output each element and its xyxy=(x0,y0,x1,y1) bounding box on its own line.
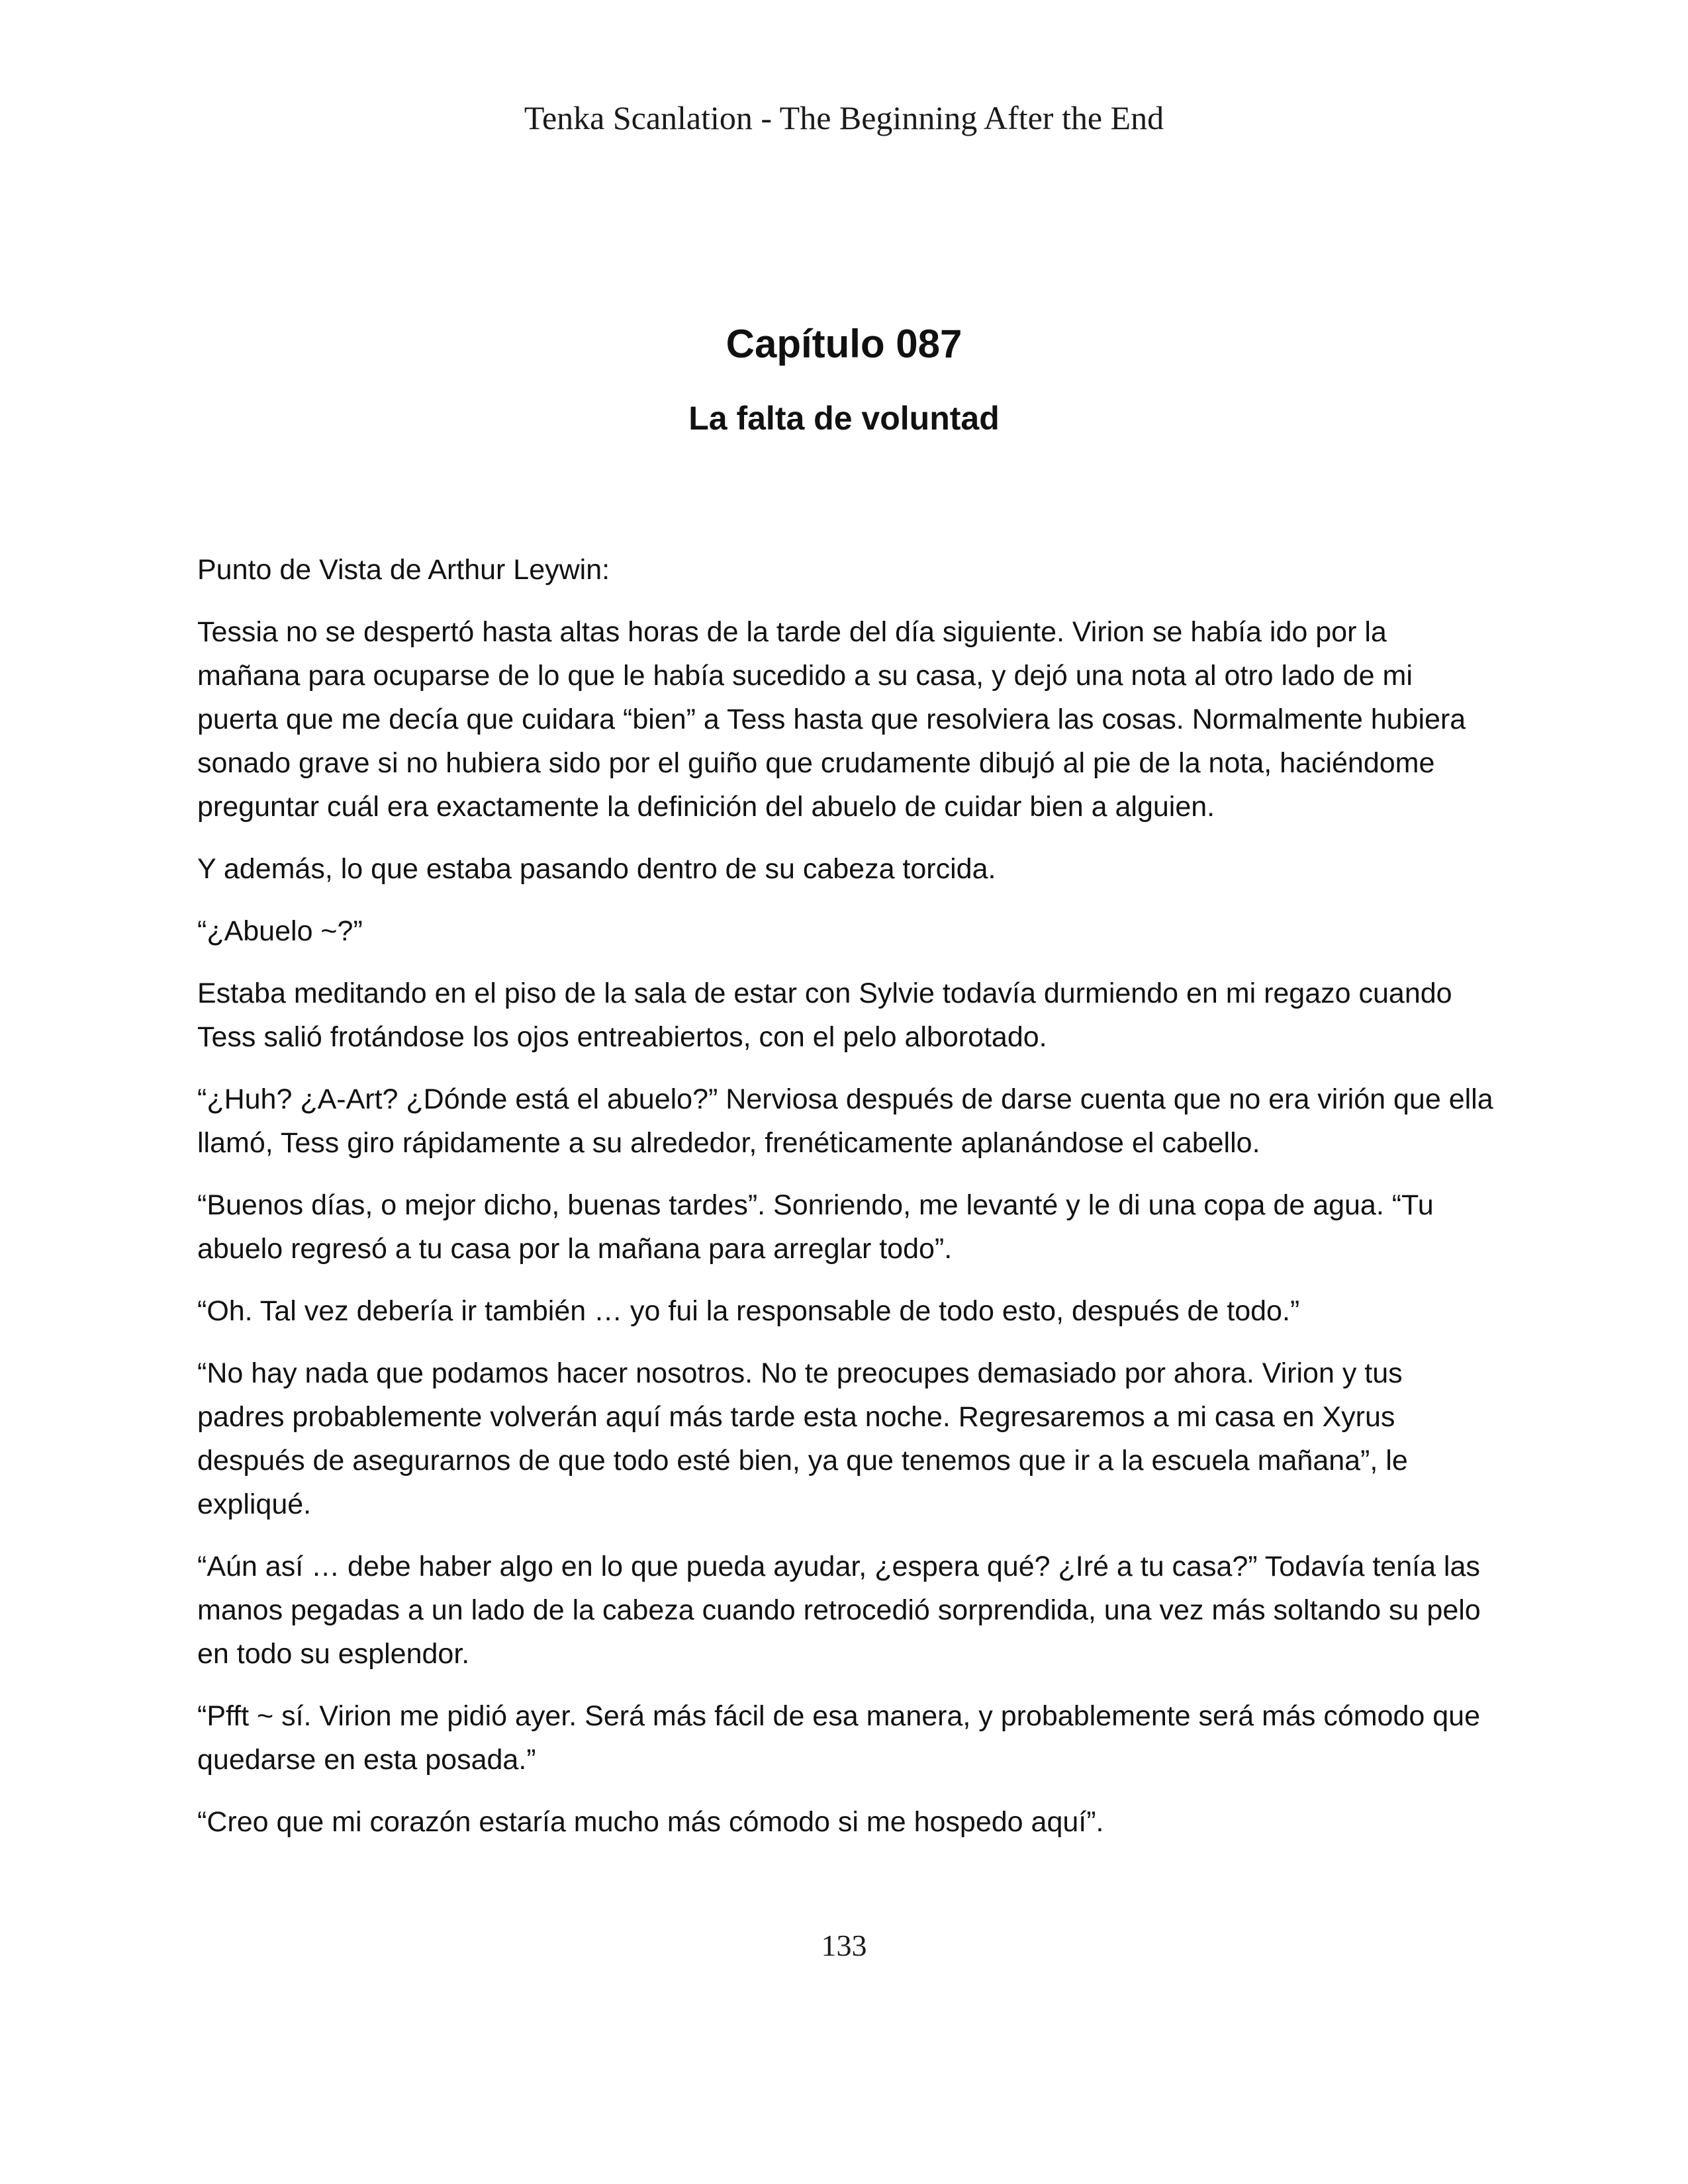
paragraph: “Aún así … debe haber algo en lo que pueda ayudar, ¿espera qué? ¿Iré a tu casa?” Todavía tenía las manos pegadas a un lado de la cabeza cuando retrocedió sorprendida, una vez más soltando su pelo en todo su esplendor. xyxy=(197,1551,1481,1670)
paragraph: Tessia no se despertó hasta altas horas de la tarde del día siguiente. Virion se había ido por la mañana para ocuparse de lo que le había sucedido a su casa, y dejó una nota al otro lado de mi puerta que me decía que cuidara “bien” a Tess hasta que resolviera las cosas. Normalmente hubiera sonado grave si no hubiera sido por el guiño que crudamente dibujó al pie de la nota, haciéndome preguntar cuál era exactamente la definición del abuelo de cuidar bien a alguien. xyxy=(197,616,1466,823)
chapter-subtitle: La falta de voluntad xyxy=(688,400,1000,437)
paragraph: “Oh. Tal vez debería ir también … yo fui la responsable de todo esto, después de todo.” xyxy=(197,1295,1300,1327)
paragraph: “Creo que mi corazón estaría mucho más cómodo si me hospedo aquí”. xyxy=(197,1806,1104,1838)
running-header: Tenka Scanlation - The Beginning After the End xyxy=(524,99,1164,136)
paragraph: Y además, lo que estaba pasando dentro de su cabeza torcida. xyxy=(197,853,996,885)
paragraph: “No hay nada que podamos hacer nosotros. No te preocupes demasiado por ahora. Virion y tus padres probablemente volverán aquí más tarde esta noche. Regresaremos a mi casa en Xyrus después de asegurarnos de que todo esté bien, ya que tenemos que ir a la escuela mañana”, le expliqué. xyxy=(197,1357,1408,1520)
page-number: 133 xyxy=(821,1929,867,1962)
paragraph: “Buenos días, o mejor dicho, buenas tardes”. Sonriendo, me levanté y le di una copa de agua. “Tu abuelo regresó a tu casa por la mañana para arreglar todo”. xyxy=(197,1189,1434,1265)
chapter-title: Capítulo 087 xyxy=(726,322,962,366)
paragraph: Estaba meditando en el piso de la sala de estar con Sylvie todavía durmiendo en mi regazo cuando Tess salió frotándose los ojos entreabiertos, con el pelo alborotado. xyxy=(197,978,1452,1053)
paragraph: “¿Huh? ¿A-Art? ¿Dónde está el abuelo?” Nerviosa después de darse cuenta que no era virión que ella llamó, Tess giro rápidamente a su alrededor, frenéticamente aplanándose el cabello. xyxy=(197,1083,1493,1159)
body-text xyxy=(197,548,1495,1862)
paragraph: Punto de Vista de Arthur Leywin: xyxy=(197,554,610,586)
paragraph: “Pfft ~ sí. Virion me pidió ayer. Será más fácil de esa manera, y probablemente será más cómodo que quedarse en esta posada.” xyxy=(197,1700,1480,1776)
paragraph: “¿Abuelo ~?” xyxy=(197,915,363,947)
